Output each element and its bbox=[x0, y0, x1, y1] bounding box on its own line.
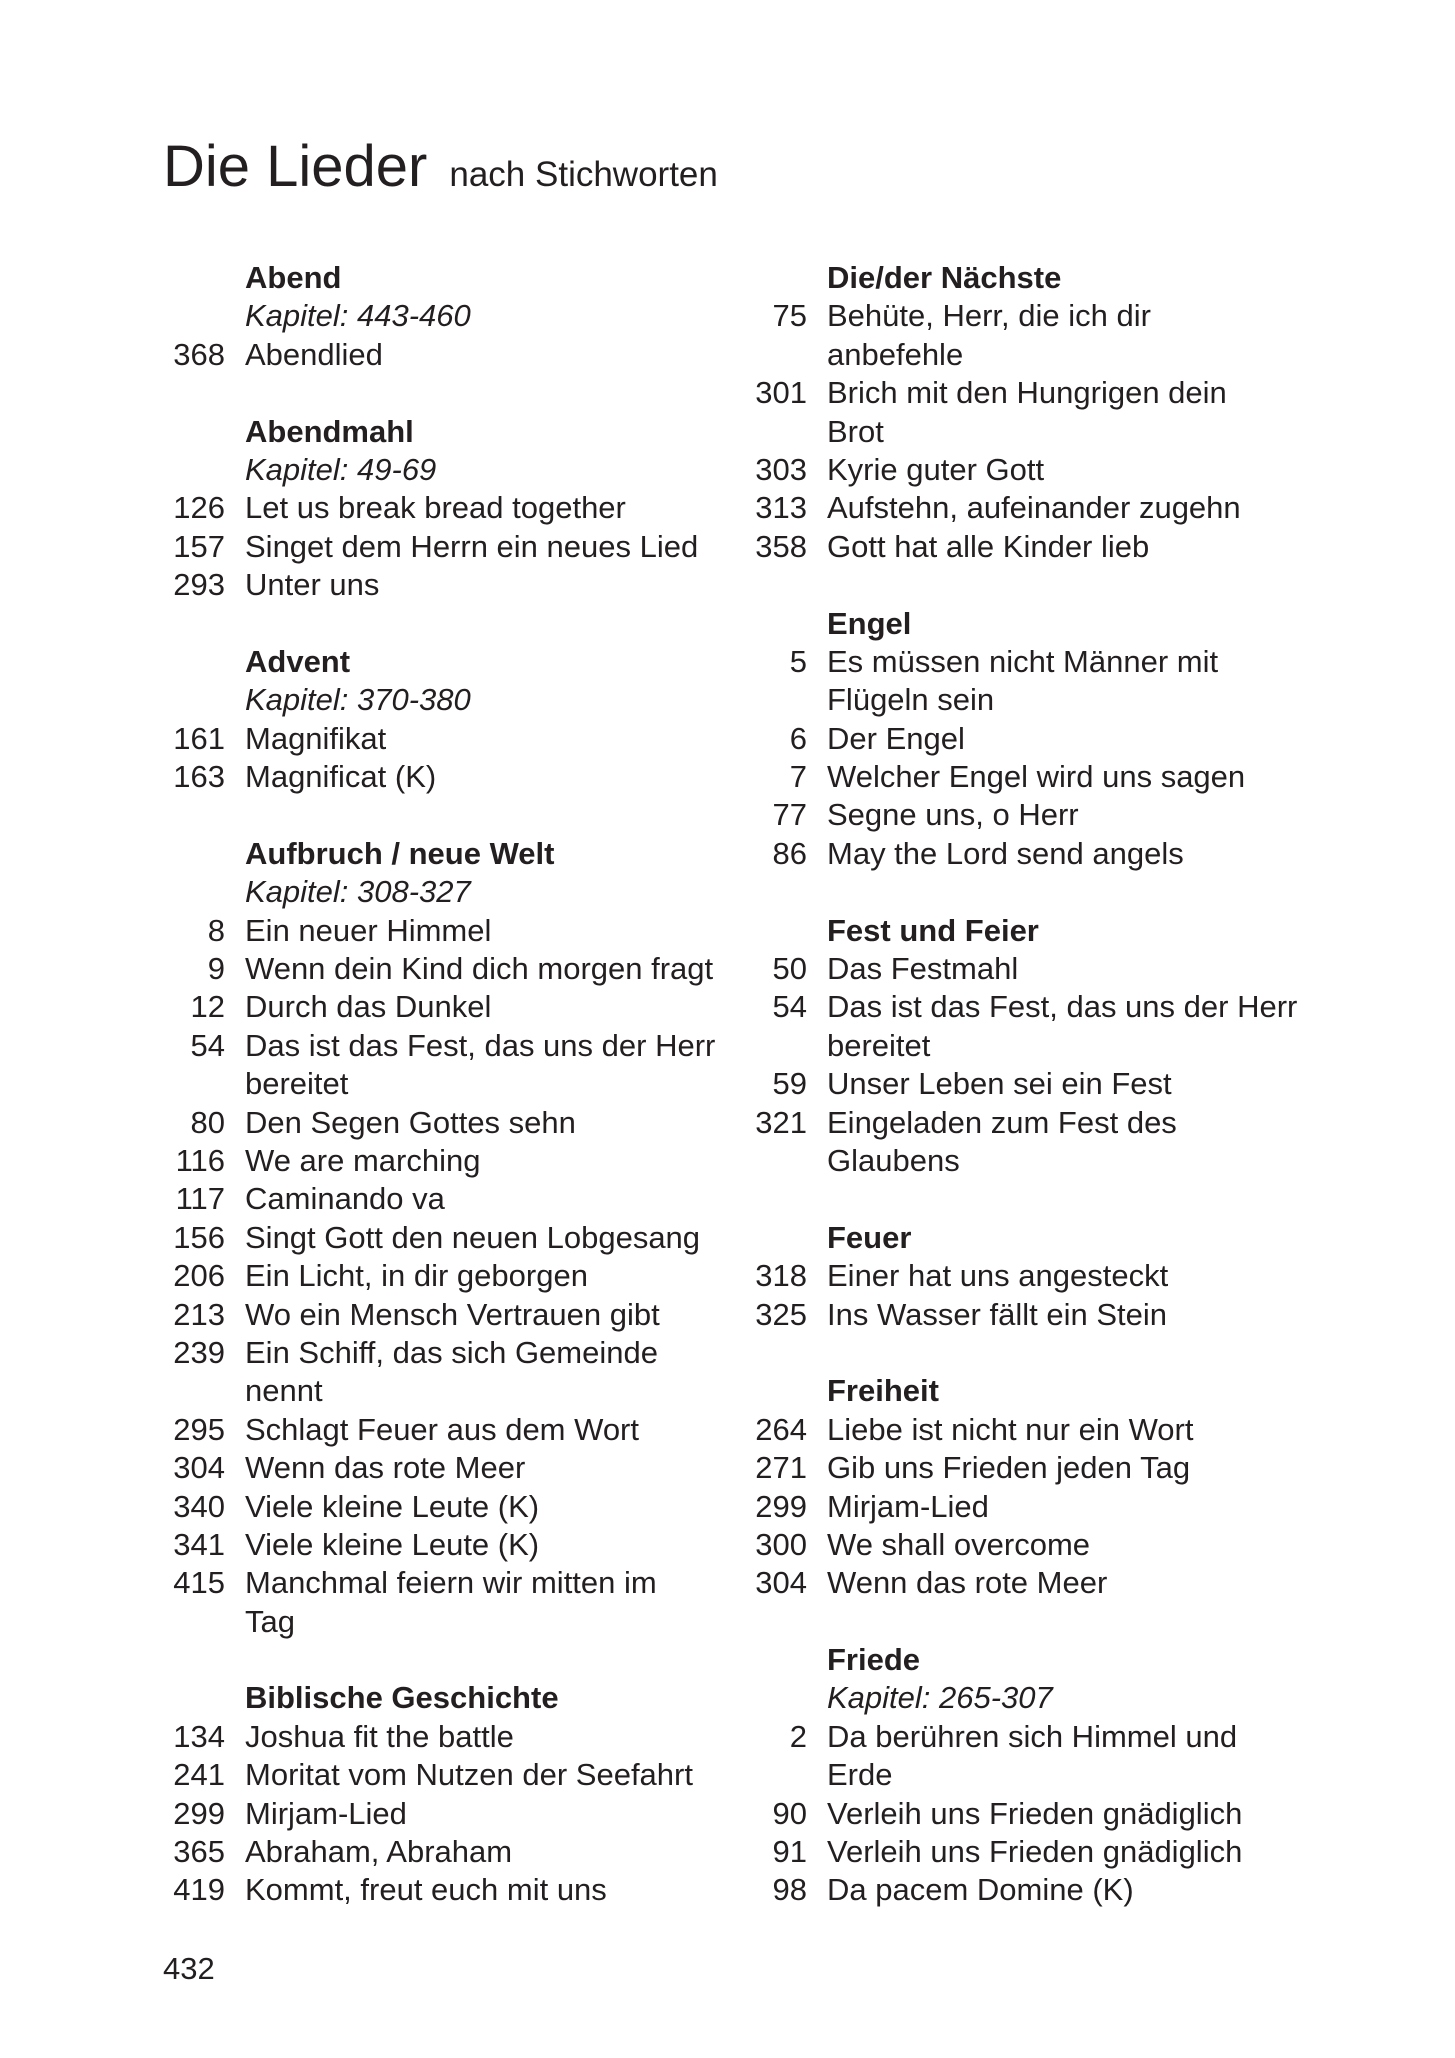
section-heading bbox=[745, 912, 1345, 950]
song-title-line: Mirjam-Lied bbox=[245, 1795, 407, 1831]
song-number: 54 bbox=[190, 1027, 225, 1063]
song-number: 5 bbox=[789, 643, 807, 679]
song-title-line: Viele kleine Leute (K) bbox=[245, 1488, 540, 1524]
song-title-line: Let us break bread together bbox=[245, 490, 626, 526]
number-spacer bbox=[745, 605, 807, 643]
song-title-line: Welcher Engel wird uns sagen bbox=[827, 759, 1246, 795]
song-title-line: Mirjam-Lied bbox=[827, 1488, 989, 1524]
song-title-line: Segne uns, o Herr bbox=[827, 797, 1079, 833]
song-entry bbox=[745, 1526, 1345, 1564]
song-entry bbox=[163, 1718, 743, 1756]
song-title-line: Es müssen nicht Männer mit bbox=[827, 643, 1219, 679]
song-number: 318 bbox=[755, 1258, 807, 1294]
song-entry bbox=[163, 720, 743, 758]
number-spacer bbox=[745, 1142, 807, 1180]
song-title-line: Ein Schiff, das sich Gemeinde bbox=[245, 1334, 658, 1370]
song-title-line: Behüte, Herr, die ich dir bbox=[827, 298, 1151, 334]
song-entry bbox=[745, 643, 1345, 681]
song-number: 206 bbox=[173, 1258, 225, 1294]
chapter-reference-text: Kapitel: 308-327 bbox=[245, 874, 471, 910]
song-number: 341 bbox=[173, 1526, 225, 1562]
song-number: 7 bbox=[789, 759, 807, 795]
song-title-line: Brot bbox=[827, 413, 884, 449]
index-section bbox=[163, 259, 743, 374]
song-title-line: Flügeln sein bbox=[827, 682, 995, 718]
song-title-line: Magnificat (K) bbox=[245, 759, 437, 795]
song-entry bbox=[163, 1027, 743, 1065]
number-spacer bbox=[163, 297, 225, 335]
number-spacer bbox=[163, 451, 225, 489]
song-entry bbox=[745, 1795, 1345, 1833]
song-title-line: Wenn das rote Meer bbox=[245, 1450, 526, 1486]
song-entry bbox=[745, 1718, 1345, 1756]
song-title-line: Singt Gott den neuen Lobgesang bbox=[245, 1219, 701, 1255]
song-entry bbox=[163, 1756, 743, 1794]
song-number: 368 bbox=[173, 336, 225, 372]
song-number: 75 bbox=[772, 298, 807, 334]
chapter-reference-text: Kapitel: 370-380 bbox=[245, 682, 471, 718]
number-spacer bbox=[163, 643, 225, 681]
song-entry bbox=[163, 1180, 743, 1218]
section-heading-text: Freiheit bbox=[827, 1373, 939, 1409]
song-title-line: Wenn dein Kind dich morgen fragt bbox=[245, 951, 714, 987]
song-title-line: Caminando va bbox=[245, 1181, 445, 1217]
section-heading bbox=[163, 413, 743, 451]
section-heading-text: Abend bbox=[245, 260, 342, 295]
song-number: 304 bbox=[173, 1450, 225, 1486]
page-title-main: Die Lieder bbox=[163, 134, 428, 199]
song-title-line: Schlagt Feuer aus dem Wort bbox=[245, 1411, 639, 1447]
song-entry bbox=[745, 297, 1345, 335]
index-section bbox=[745, 912, 1345, 1181]
song-number: 9 bbox=[207, 951, 225, 987]
song-number: 12 bbox=[190, 989, 225, 1025]
chapter-reference-text: Kapitel: 443-460 bbox=[245, 298, 471, 334]
song-number: 161 bbox=[173, 720, 225, 756]
song-number: 419 bbox=[173, 1872, 225, 1908]
song-title-line: Glaubens bbox=[827, 1142, 960, 1178]
index-section bbox=[163, 1679, 743, 1909]
section-heading-text: Friede bbox=[827, 1642, 921, 1678]
song-number: 77 bbox=[772, 797, 807, 833]
song-entry bbox=[163, 489, 743, 527]
song-entry-continuation bbox=[745, 1027, 1345, 1065]
song-entry-continuation bbox=[163, 1372, 743, 1410]
song-number: 2 bbox=[789, 1718, 807, 1754]
song-entry bbox=[163, 1296, 743, 1334]
song-entry bbox=[163, 758, 743, 796]
song-entry bbox=[163, 1564, 743, 1602]
song-number: 116 bbox=[175, 1142, 225, 1178]
song-number: 54 bbox=[772, 989, 807, 1025]
number-spacer bbox=[163, 1679, 225, 1717]
song-title-line: Das ist das Fest, das uns der Herr bbox=[827, 989, 1298, 1025]
song-entry bbox=[163, 566, 743, 604]
song-entry bbox=[745, 720, 1345, 758]
song-entry bbox=[745, 835, 1345, 873]
song-title-line: Viele kleine Leute (K) bbox=[245, 1526, 540, 1562]
song-title-line: anbefehle bbox=[827, 336, 964, 372]
song-title-line: Singet dem Herrn ein neues Lied bbox=[245, 528, 699, 564]
song-entry bbox=[163, 1334, 743, 1372]
song-number: 134 bbox=[173, 1718, 225, 1754]
song-entry bbox=[745, 758, 1345, 796]
number-spacer bbox=[745, 681, 807, 719]
number-spacer bbox=[745, 1756, 807, 1794]
song-entry bbox=[163, 950, 743, 988]
section-heading-text: Die/der Nächste bbox=[827, 260, 1062, 295]
number-spacer bbox=[745, 1679, 807, 1717]
section-heading bbox=[745, 259, 1345, 297]
song-entry bbox=[163, 1526, 743, 1564]
song-entry bbox=[745, 1411, 1345, 1449]
number-spacer bbox=[745, 336, 807, 374]
song-number: 8 bbox=[207, 912, 225, 948]
song-number: 241 bbox=[173, 1757, 225, 1793]
song-entry-continuation bbox=[745, 681, 1345, 719]
song-number: 213 bbox=[173, 1296, 225, 1332]
song-title-line: Manchmal feiern wir mitten im bbox=[245, 1565, 657, 1601]
song-title-line: Wo ein Mensch Vertrauen gibt bbox=[245, 1296, 660, 1332]
song-entry-continuation bbox=[745, 413, 1345, 451]
song-entry bbox=[745, 988, 1345, 1026]
song-title-line: Kommt, freut euch mit uns bbox=[245, 1872, 607, 1908]
song-entry bbox=[745, 796, 1345, 834]
song-title-line: Den Segen Gottes sehn bbox=[245, 1104, 576, 1140]
song-entry bbox=[745, 489, 1345, 527]
song-title-line: Brich mit den Hungrigen dein bbox=[827, 375, 1227, 411]
number-spacer bbox=[163, 259, 225, 297]
song-title-line: Unser Leben sei ein Fest bbox=[827, 1066, 1172, 1102]
song-number: 415 bbox=[173, 1565, 225, 1601]
song-title-line: We shall overcome bbox=[827, 1526, 1091, 1562]
number-spacer bbox=[163, 1603, 225, 1641]
song-number: 365 bbox=[173, 1834, 225, 1870]
song-number: 340 bbox=[173, 1488, 225, 1524]
song-entry bbox=[163, 1488, 743, 1526]
chapter-reference bbox=[163, 451, 743, 489]
song-title-line: Ins Wasser fällt ein Stein bbox=[827, 1296, 1167, 1332]
number-spacer bbox=[163, 1065, 225, 1103]
song-title-line: Durch das Dunkel bbox=[245, 989, 492, 1025]
song-entry bbox=[745, 1065, 1345, 1103]
song-title-line: Magnifikat bbox=[245, 720, 387, 756]
section-heading bbox=[745, 1219, 1345, 1257]
song-number: 6 bbox=[789, 720, 807, 756]
song-title-line: bereitet bbox=[245, 1066, 349, 1102]
song-title-line: Unter uns bbox=[245, 567, 380, 603]
song-entry bbox=[163, 1142, 743, 1180]
index-section bbox=[163, 643, 743, 797]
song-entry bbox=[163, 1795, 743, 1833]
song-entry bbox=[163, 1104, 743, 1142]
song-title-line: Moritat vom Nutzen der Seefahrt bbox=[245, 1757, 693, 1793]
song-title-line: Da berühren sich Himmel und bbox=[827, 1718, 1238, 1754]
song-entry bbox=[745, 1833, 1345, 1871]
song-number: 126 bbox=[173, 490, 225, 526]
section-heading bbox=[745, 605, 1345, 643]
section-heading bbox=[745, 1641, 1345, 1679]
song-entry-continuation bbox=[163, 1065, 743, 1103]
song-number: 358 bbox=[755, 528, 807, 564]
song-entry-continuation bbox=[745, 336, 1345, 374]
song-title-line: Der Engel bbox=[827, 720, 965, 756]
song-number: 59 bbox=[772, 1066, 807, 1102]
song-number: 90 bbox=[772, 1795, 807, 1831]
song-number: 321 bbox=[755, 1104, 807, 1140]
song-entry bbox=[163, 988, 743, 1026]
song-number: 304 bbox=[755, 1565, 807, 1601]
song-entry bbox=[163, 1257, 743, 1295]
section-heading-text: Aufbruch / neue Welt bbox=[245, 835, 555, 871]
song-entry bbox=[745, 1296, 1345, 1334]
index-section bbox=[745, 1219, 1345, 1334]
song-number: 86 bbox=[772, 835, 807, 871]
song-number: 303 bbox=[755, 451, 807, 487]
chapter-reference bbox=[163, 873, 743, 911]
song-entry bbox=[163, 912, 743, 950]
song-title-line: Aufstehn, aufeinander zugehn bbox=[827, 490, 1241, 526]
song-number: 301 bbox=[755, 375, 807, 411]
index-column-right bbox=[745, 259, 1345, 1948]
song-number: 239 bbox=[173, 1334, 225, 1370]
song-entry bbox=[163, 1449, 743, 1487]
song-number: 313 bbox=[755, 490, 807, 526]
song-title-line: Das Festmahl bbox=[827, 951, 1019, 987]
number-spacer bbox=[745, 1219, 807, 1257]
song-number: 325 bbox=[755, 1296, 807, 1332]
index-column-left bbox=[163, 259, 743, 1948]
page-subtitle: nach Stichworten bbox=[449, 155, 718, 194]
section-heading-text: Advent bbox=[245, 643, 351, 679]
song-title-line: Wenn das rote Meer bbox=[827, 1565, 1108, 1601]
section-heading-text: Feuer bbox=[827, 1219, 912, 1255]
chapter-reference bbox=[745, 1679, 1345, 1717]
song-entry bbox=[163, 528, 743, 566]
index-section bbox=[745, 605, 1345, 874]
song-title-line: Gott hat alle Kinder lieb bbox=[827, 528, 1150, 564]
song-title-line: Abraham, Abraham bbox=[245, 1834, 513, 1870]
song-number: 91 bbox=[772, 1834, 807, 1870]
song-entry bbox=[163, 1833, 743, 1871]
number-spacer bbox=[163, 873, 225, 911]
number-spacer bbox=[745, 1372, 807, 1410]
song-number: 300 bbox=[755, 1526, 807, 1562]
section-heading-text: Abendmahl bbox=[245, 413, 414, 449]
song-title-line: May the Lord send angels bbox=[827, 835, 1184, 871]
section-heading bbox=[163, 835, 743, 873]
song-number: 299 bbox=[173, 1795, 225, 1831]
index-section bbox=[745, 1641, 1345, 1910]
song-entry bbox=[745, 1871, 1345, 1909]
chapter-reference-text: Kapitel: 265-307 bbox=[827, 1680, 1053, 1716]
song-title-line: Kyrie guter Gott bbox=[827, 451, 1045, 487]
song-number: 157 bbox=[173, 528, 225, 564]
number-spacer bbox=[163, 681, 225, 719]
section-heading bbox=[163, 643, 743, 681]
section-heading-text: Biblische Geschichte bbox=[245, 1680, 559, 1716]
song-entry-continuation bbox=[745, 1142, 1345, 1180]
song-entry bbox=[745, 1257, 1345, 1295]
song-entry bbox=[163, 1411, 743, 1449]
number-spacer bbox=[745, 413, 807, 451]
song-entry bbox=[745, 1449, 1345, 1487]
song-title-line: We are marching bbox=[245, 1142, 481, 1178]
number-spacer bbox=[745, 1641, 807, 1679]
song-number: 271 bbox=[755, 1450, 807, 1486]
song-title-line: Verleih uns Frieden gnädiglich bbox=[827, 1795, 1243, 1831]
song-number: 98 bbox=[772, 1872, 807, 1908]
song-number: 264 bbox=[755, 1411, 807, 1447]
song-entry bbox=[163, 336, 743, 374]
index-section bbox=[163, 413, 743, 605]
index-section bbox=[745, 1372, 1345, 1602]
song-title-line: Einer hat uns angesteckt bbox=[827, 1258, 1169, 1294]
section-heading-text: Engel bbox=[827, 605, 912, 641]
song-entry-continuation bbox=[163, 1603, 743, 1641]
song-title-line: Erde bbox=[827, 1757, 893, 1793]
song-number: 295 bbox=[173, 1411, 225, 1447]
song-title-line: bereitet bbox=[827, 1027, 931, 1063]
chapter-reference bbox=[163, 297, 743, 335]
song-entry bbox=[745, 1564, 1345, 1602]
song-title-line: nennt bbox=[245, 1373, 323, 1409]
song-number: 50 bbox=[772, 951, 807, 987]
chapter-reference-text: Kapitel: 49-69 bbox=[245, 451, 437, 487]
song-title-line: Abendlied bbox=[245, 336, 383, 372]
number-spacer bbox=[163, 835, 225, 873]
number-spacer bbox=[745, 1027, 807, 1065]
song-title-line: Ein Licht, in dir geborgen bbox=[245, 1258, 588, 1294]
song-entry bbox=[745, 1104, 1345, 1142]
song-title-line: Joshua fit the battle bbox=[245, 1718, 514, 1754]
song-entry bbox=[745, 374, 1345, 412]
song-number: 156 bbox=[173, 1219, 225, 1255]
song-entry-continuation bbox=[745, 1756, 1345, 1794]
song-title-line: Liebe ist nicht nur ein Wort bbox=[827, 1411, 1194, 1447]
song-entry bbox=[745, 1488, 1345, 1526]
song-entry bbox=[163, 1871, 743, 1909]
song-entry bbox=[745, 451, 1345, 489]
chapter-reference bbox=[163, 681, 743, 719]
number-spacer bbox=[163, 413, 225, 451]
song-title-line: Verleih uns Frieden gnädiglich bbox=[827, 1834, 1243, 1870]
song-entry bbox=[745, 950, 1345, 988]
song-entry bbox=[745, 528, 1345, 566]
song-title-line: Das ist das Fest, das uns der Herr bbox=[245, 1027, 716, 1063]
song-title-line: Ein neuer Himmel bbox=[245, 912, 492, 948]
number-spacer bbox=[745, 912, 807, 950]
song-title-line: Gib uns Frieden jeden Tag bbox=[827, 1450, 1191, 1486]
index-section bbox=[745, 259, 1345, 566]
section-heading bbox=[163, 1679, 743, 1717]
section-heading bbox=[163, 259, 743, 297]
section-heading bbox=[745, 1372, 1345, 1410]
song-title-line: Eingeladen zum Fest des bbox=[827, 1104, 1177, 1140]
page-title bbox=[163, 134, 718, 199]
song-number: 293 bbox=[173, 567, 225, 603]
section-heading-text: Fest und Feier bbox=[827, 912, 1039, 948]
song-number: 299 bbox=[755, 1488, 807, 1524]
song-number: 117 bbox=[175, 1181, 225, 1217]
number-spacer bbox=[745, 259, 807, 297]
page-number: 432 bbox=[163, 1951, 215, 1986]
index-section bbox=[163, 835, 743, 1641]
song-number: 80 bbox=[190, 1104, 225, 1140]
song-title-line: Da pacem Domine (K) bbox=[827, 1872, 1134, 1908]
song-entry bbox=[163, 1219, 743, 1257]
song-title-line: Tag bbox=[245, 1603, 295, 1639]
song-number: 163 bbox=[173, 759, 225, 795]
number-spacer bbox=[163, 1372, 225, 1410]
